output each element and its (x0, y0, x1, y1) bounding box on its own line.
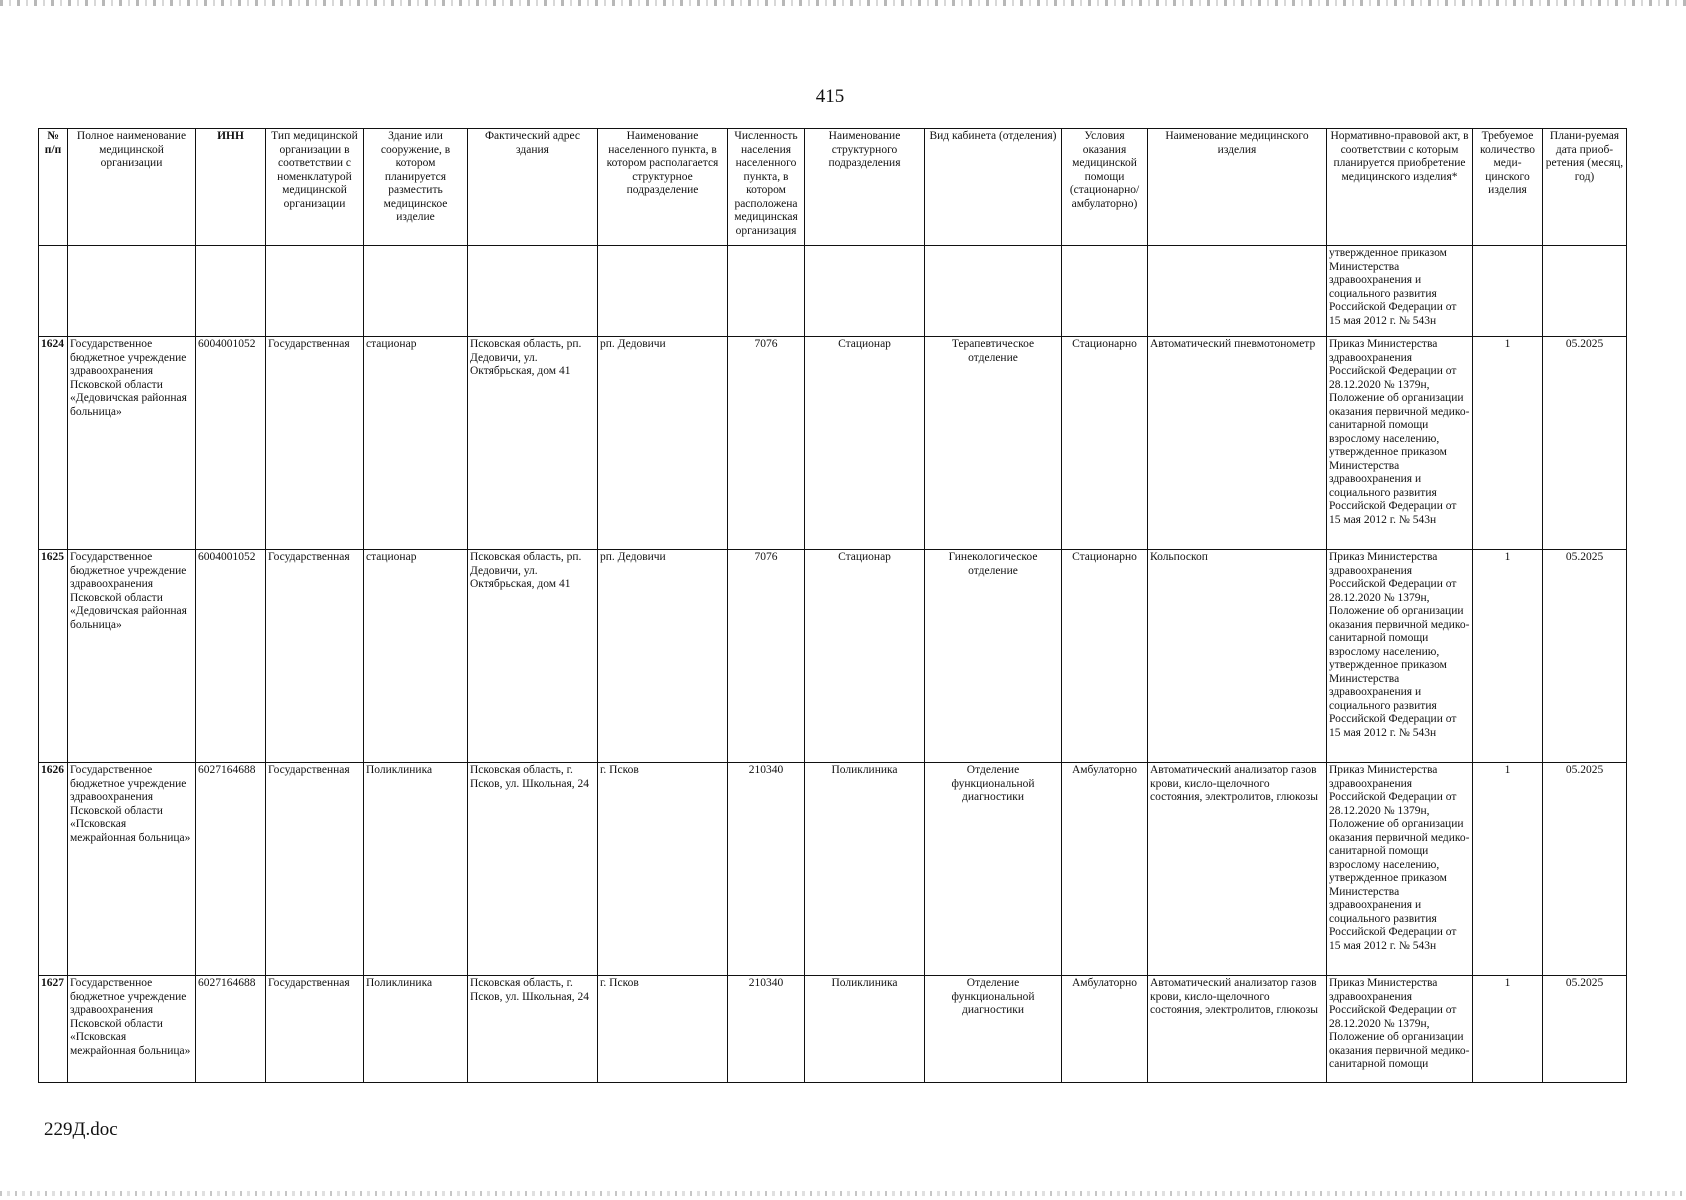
cell-date: 05.2025 (1543, 550, 1627, 763)
cell-org: Государственное бюджетное учреждение здравоохранения Псковской области «Дедовичская районная больница» (68, 337, 196, 550)
cell-num: 1625 (39, 550, 68, 763)
cell-empty (805, 246, 925, 337)
cell-conditions: Стационарно (1062, 337, 1148, 550)
cell-empty (68, 246, 196, 337)
table-row (39, 976, 1627, 1083)
cell-legal-act: Приказ Министерства здравоохранения Российской Федерации от 28.12.2020 № 1379н, Положение об организации оказания первичной медико-санитарной помощи взрослому населению, утвержденное приказом Министерства здравоохранения и социального развития Российской Федерации от 15 мая 2012 г. № 543н (1327, 550, 1473, 763)
cell-population: 210340 (728, 976, 805, 1083)
cell-address: Псковская область, рп. Дедовичи, ул. Октябрьская, дом 41 (468, 550, 598, 763)
cell-empty (468, 246, 598, 337)
cell-legal-act: утвержденное приказом Министерства здравоохранения и социального развития Российской Федерации от 15 мая 2012 г. № 543н (1327, 246, 1473, 337)
header-population: Численность населения населенного пункта, в котором расположена медицинская организация (728, 129, 805, 246)
cell-building: Поликлиника (364, 976, 468, 1083)
cell-locality: г. Псков (598, 763, 728, 976)
cell-org: Государственное бюджетное учреждение здравоохранения Псковской области «Псковская межрайонная больница» (68, 976, 196, 1083)
cell-conditions: Амбулаторно (1062, 976, 1148, 1083)
table-row (39, 763, 1627, 976)
cell-building: стационар (364, 337, 468, 550)
cell-num: 1624 (39, 337, 68, 550)
header-org: Полное наименование медицинской организации (68, 129, 196, 246)
header-legal-act: Нормативно-правовой акт, в соответствии с которым планируется приобретение медицинского изделия* (1327, 129, 1473, 246)
cell-org: Государственное бюджетное учреждение здравоохранения Псковской области «Псковская межрайонная больница» (68, 763, 196, 976)
footer-file-name: 229Д.doc (44, 1119, 118, 1140)
header-building: Здание или сооружение, в котором планируется разместить медицинское изделие (364, 129, 468, 246)
cell-empty (196, 246, 266, 337)
cell-empty (39, 246, 68, 337)
cell-conditions: Стационарно (1062, 550, 1148, 763)
table-header (39, 129, 1627, 246)
cell-type: Государственная (266, 550, 364, 763)
cell-inn: 6027164688 (196, 976, 266, 1083)
cell-inn: 6004001052 (196, 337, 266, 550)
cell-cabinet: Отделение функциональной диагностики (925, 763, 1062, 976)
cell-population: 210340 (728, 763, 805, 976)
header-address: Фактический адрес здания (468, 129, 598, 246)
header-conditions: Условия оказания медицинской помощи (стационарно/ амбулаторно) (1062, 129, 1148, 246)
scan-edge-top (0, 0, 1686, 6)
cell-address: Псковская область, рп. Дедовичи, ул. Октябрьская, дом 41 (468, 337, 598, 550)
header-cabinet: Вид кабинета (отделения) (925, 129, 1062, 246)
cell-quantity: 1 (1473, 976, 1543, 1083)
header-type: Тип медицинской организации в соответствии с номенклатурой медицинской организации (266, 129, 364, 246)
cell-inn: 6004001052 (196, 550, 266, 763)
cell-address: Псковская область, г. Псков, ул. Школьная, 24 (468, 976, 598, 1083)
cell-device: Автоматический анализатор газов крови, кисло-щелочного состояния, электролитов, глюкозы (1148, 976, 1327, 1083)
cell-empty (1062, 246, 1148, 337)
cell-empty (1543, 246, 1627, 337)
cell-legal-act: Приказ Министерства здравоохранения Российской Федерации от 28.12.2020 № 1379н, Положение об организации оказания первичной медико-санитарной помощи (1327, 976, 1473, 1083)
cell-building: стационар (364, 550, 468, 763)
cell-quantity: 1 (1473, 550, 1543, 763)
cell-quantity: 1 (1473, 763, 1543, 976)
equipment-table (38, 128, 1627, 1083)
header-num: № п/п (39, 129, 68, 246)
header-device: Наименование медицинского изделия (1148, 129, 1327, 246)
header-row (39, 129, 1627, 246)
cell-legal-act: Приказ Министерства здравоохранения Российской Федерации от 28.12.2020 № 1379н, Положение об организации оказания первичной медико-санитарной помощи взрослому населению, утвержденное приказом Министерства здравоохранения и социального развития Российской Федерации от 15 мая 2012 г. № 543н (1327, 763, 1473, 976)
cell-device: Автоматический пневмотонометр (1148, 337, 1327, 550)
header-locality: Наименование населенного пункта, в котором располагается структурное подразделение (598, 129, 728, 246)
header-date: Плани-руемая дата приоб-ретения (месяц, год) (1543, 129, 1627, 246)
cell-num: 1627 (39, 976, 68, 1083)
cell-type: Государственная (266, 976, 364, 1083)
cell-unit: Стационар (805, 550, 925, 763)
cell-date: 05.2025 (1543, 976, 1627, 1083)
cell-unit: Поликлиника (805, 763, 925, 976)
cell-unit: Стационар (805, 337, 925, 550)
cell-legal-act: Приказ Министерства здравоохранения Российской Федерации от 28.12.2020 № 1379н, Положение об организации оказания первичной медико-санитарной помощи взрослому населению, утвержденное приказом Министерства здравоохранения и социального развития Российской Федерации от 15 мая 2012 г. № 543н (1327, 337, 1473, 550)
cell-type: Государственная (266, 337, 364, 550)
table-row (39, 337, 1627, 550)
cell-inn: 6027164688 (196, 763, 266, 976)
cell-empty (1148, 246, 1327, 337)
cell-locality: г. Псков (598, 976, 728, 1083)
cell-empty (364, 246, 468, 337)
cell-address: Псковская область, г. Псков, ул. Школьная, 24 (468, 763, 598, 976)
cell-date: 05.2025 (1543, 763, 1627, 976)
cell-device: Автоматический анализатор газов крови, кисло-щелочного состояния, электролитов, глюкозы (1148, 763, 1327, 976)
cell-cabinet: Отделение функциональной диагностики (925, 976, 1062, 1083)
cell-quantity: 1 (1473, 337, 1543, 550)
table-row-carryover (39, 246, 1627, 337)
page-number: 415 (815, 86, 845, 107)
cell-empty (598, 246, 728, 337)
scan-edge-bottom (0, 1191, 1686, 1196)
header-quantity: Требуемое количество меди-цинского изделия (1473, 129, 1543, 246)
cell-empty (1473, 246, 1543, 337)
cell-building: Поликлиника (364, 763, 468, 976)
cell-empty (266, 246, 364, 337)
cell-empty (728, 246, 805, 337)
cell-num: 1626 (39, 763, 68, 976)
cell-empty (925, 246, 1062, 337)
cell-org: Государственное бюджетное учреждение здравоохранения Псковской области «Дедовичская районная больница» (68, 550, 196, 763)
cell-population: 7076 (728, 550, 805, 763)
header-inn: ИНН (196, 129, 266, 246)
table-row (39, 550, 1627, 763)
cell-date: 05.2025 (1543, 337, 1627, 550)
cell-population: 7076 (728, 337, 805, 550)
cell-locality: рп. Дедовичи (598, 337, 728, 550)
cell-device: Кольпоскоп (1148, 550, 1327, 763)
cell-locality: рп. Дедовичи (598, 550, 728, 763)
cell-cabinet: Терапевтическое отделение (925, 337, 1062, 550)
cell-unit: Поликлиника (805, 976, 925, 1083)
cell-cabinet: Гинекологическое отделение (925, 550, 1062, 763)
header-unit: Наименование структурного подразделения (805, 129, 925, 246)
cell-conditions: Амбулаторно (1062, 763, 1148, 976)
cell-type: Государственная (266, 763, 364, 976)
